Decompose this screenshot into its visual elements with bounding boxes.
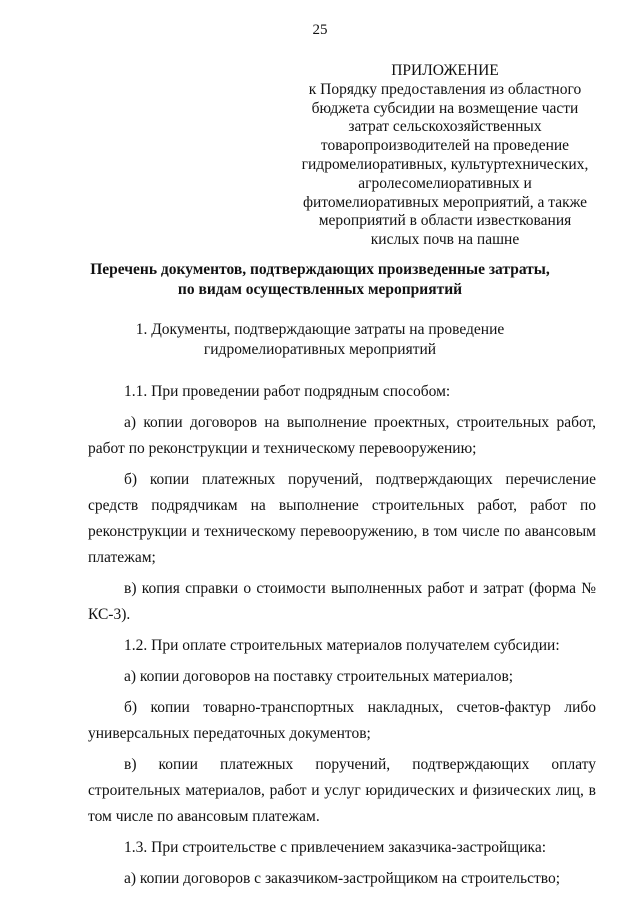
paragraph-1-2: 1.2. При оплате строительных материалов получателем субсидии: (124, 637, 560, 654)
document-title (0, 260, 640, 300)
appendix-line: мероприятий в области известкования (318, 212, 572, 230)
section-heading-line: 1. Документы, подтверждающие затраты на проведение (135, 321, 505, 338)
appendix-line: кислых почв на пашне (370, 231, 520, 249)
paragraph-1-3-a: а) копии договоров с заказчиком-застройщиком на строительство; (124, 870, 561, 887)
section-heading (0, 320, 640, 360)
section-heading-line: гидромелиоративных мероприятий (203, 341, 437, 358)
appendix-line: товаропроизводителей на проведение (320, 137, 570, 155)
appendix-line: бюджета субсидии на возмещение части (311, 99, 579, 117)
appendix-line: фитомелиоративных мероприятий, а также (302, 193, 588, 211)
appendix-line: затрат сельскохозяйственных (348, 118, 542, 136)
appendix-line: агролесомелиоративных и (358, 174, 532, 192)
document-title-line: Перечень документов, подтверждающих произведенные затраты, (90, 261, 550, 278)
appendix-header (296, 62, 594, 250)
appendix-line: к Порядку предоставления из областного (308, 80, 582, 98)
paragraph-1-1: 1.1. При проведении работ подрядным способом: (124, 383, 451, 400)
paragraph-1-2-v: в) копии платежных поручений, подтверждающих оплату строительных материалов, работ и услуг юридических и физических лиц, в том числе по авансовым платежам. (88, 756, 596, 825)
appendix-line: гидромелиоративных, культуртехнических, (301, 155, 589, 173)
document-title-line: по видам осуществленных мероприятий (177, 281, 463, 298)
paragraph-1-2-a: а) копии договоров на поставку строительных материалов; (124, 668, 514, 685)
paragraph-1-2-b: б) копии товарно-транспортных накладных, счетов-фактур либо универсальных передаточных документов; (88, 699, 596, 742)
page-number: 25 (312, 22, 328, 38)
body-text (88, 379, 596, 892)
paragraph-1-1-v: в) копия справки о стоимости выполненных работ и затрат (форма № КС-3). (88, 580, 596, 623)
paragraph-1-3: 1.3. При строительстве с привлечением заказчика-застройщика: (124, 839, 547, 856)
appendix-title: ПРИЛОЖЕНИЕ (391, 62, 499, 79)
paragraph-1-1-a: а) копии договоров на выполнение проектных, строительных работ, работ по реконструкции и техническому перевооружению; (88, 414, 596, 457)
paragraph-1-1-b: б) копии платежных поручений, подтверждающих перечисление средств подрядчикам на выполнение строительных работ, работ по реконструкции и техническому перевооружению, в том числе по авансовым платежам; (88, 471, 596, 566)
